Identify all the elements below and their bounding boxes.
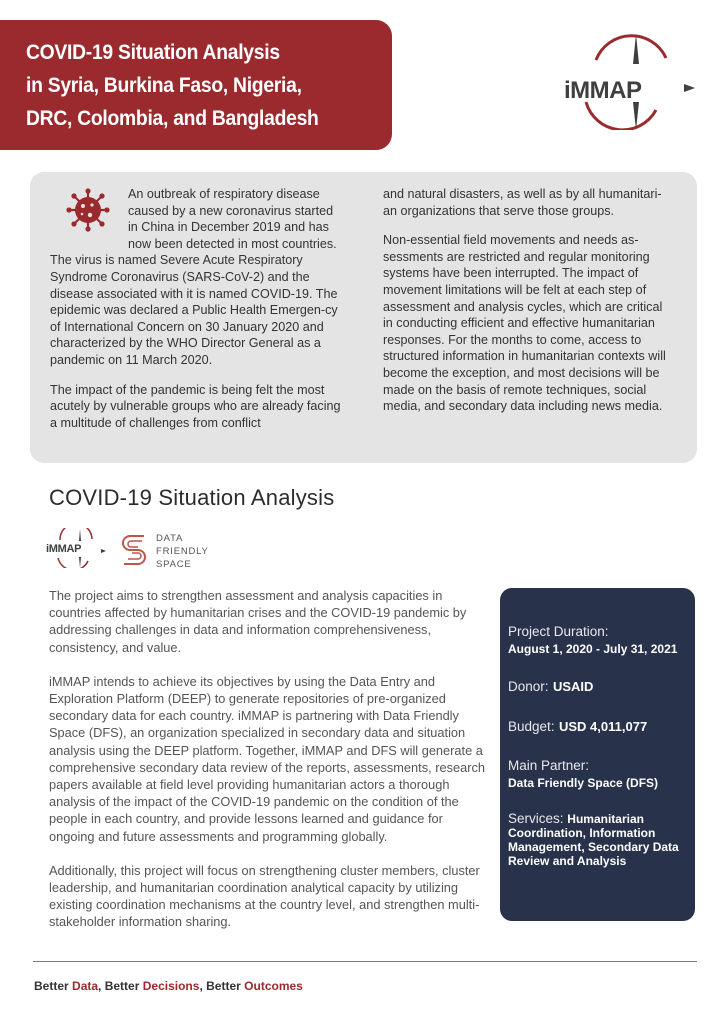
title-line-2: in Syria, Burkina Faso, Nigeria, xyxy=(26,74,302,97)
intro-paragraph-2: The impact of the pandemic is being felt the most acutely by vulnerable groups who are already facing a multitude of challenges from conflict xyxy=(50,382,341,430)
dfs-line-1: DATA xyxy=(156,533,184,544)
title-line-1: COVID-19 Situation Analysis xyxy=(26,41,280,64)
project-description xyxy=(49,587,489,948)
partner-label: Main Partner: xyxy=(508,758,590,773)
project-info-card xyxy=(500,588,695,921)
immap-wordmark: iMMAP xyxy=(564,77,642,104)
dfs-s-icon xyxy=(120,530,150,572)
budget-label: Budget: xyxy=(508,719,555,734)
intro-paragraph-3: and natural disasters, as well as by all humanitari-an organizations that serve those groups. xyxy=(383,187,662,218)
tagline-accent-3: Outcomes xyxy=(244,979,303,993)
tagline-accent-1: Data xyxy=(72,979,99,993)
services-value: Humanitarian Coordination, Information Management, Secondary Data Review and Analysis xyxy=(508,812,679,868)
budget xyxy=(508,718,687,736)
tagline-accent-2: Decisions xyxy=(142,979,200,993)
services-label: Services: xyxy=(508,811,564,826)
dfs-line-3: SPACE xyxy=(156,559,192,570)
dfs-text xyxy=(156,532,209,571)
title-banner xyxy=(0,20,392,150)
title-line-3: DRC, Colombia, and Bangladesh xyxy=(26,107,319,130)
tagline-word-1: Better xyxy=(34,979,69,993)
budget-value: USD 4,011,077 xyxy=(559,719,648,734)
body-paragraph-2: iMMAP intends to achieve its objectives by using the Data Entry and Exploration Platform (DEEP) to generate repositories of pre-organized secondary data for each country. iMMAP is partnering with Data Friendly Space (DFS), an organization specialized in secondary data and situation analysis using the DEEP platform. Together, iMMAP and DFS will generate a comprehensive secondary data review of the reports, assessments, research papers available at field level providing humanitarian actors a thorough analysis of the impact of the COVID-19 pandemic on the condition of the people in each country, and provide lessons learned and guidance for ongoing and future assessments and programming globally. xyxy=(49,673,486,844)
tagline-word-3: Better xyxy=(206,979,241,993)
duration-value: August 1, 2020 - July 31, 2021 xyxy=(508,642,678,656)
main-partner xyxy=(508,758,687,790)
immap-logo xyxy=(556,30,696,130)
project-duration xyxy=(508,624,687,656)
immap-wordmark-small: iMMAP xyxy=(46,543,82,555)
intro-right-column xyxy=(383,186,675,428)
footer-tagline: Better Data, Better Decisions, Better Outcomes xyxy=(34,979,303,993)
immap-logo-small xyxy=(46,528,106,568)
body-paragraph-3: Additionally, this project will focus on strengthening cluster members, cluster leadership, and humanitarian coordination analytical capacity by utilizing existing coordination mechanisms at the country level, and strengthen multi-stakeholder information sharing. xyxy=(49,862,480,930)
donor-label: Donor: xyxy=(508,679,549,694)
footer-divider xyxy=(33,961,697,962)
section-title: COVID-19 Situation Analysis xyxy=(49,485,335,510)
services xyxy=(508,812,687,868)
body-paragraph-1: The project aims to strengthen assessment and analysis capacities in countries affected by humanitarian crises and the COVID-19 pandemic by addressing challenges in data and information comprehensiveness, consistency, and value. xyxy=(49,588,467,655)
tagline-word-2: Better xyxy=(104,979,140,993)
donor xyxy=(508,678,687,696)
partner-value: Data Friendly Space (DFS) xyxy=(508,776,659,790)
donor-value: USAID xyxy=(552,679,594,694)
dfs-line-2: FRIENDLY xyxy=(156,546,209,557)
dfs-logo xyxy=(120,530,230,574)
intro-paragraph-4: Non-essential field movements and needs as-sessments are restricted and regular monitoring systems have been interrupted. The impact of movement limitations will be felt at each step of assessment and analysis cycles, which are critical in conducting efficient and effective humanitarian responses. For the months to come, access to structured information in humanitarian contexts will become the exception, and most decisions will be made on the basis of remote techniques, social media, and secondary data including news media. xyxy=(383,233,666,414)
duration-label: Project Duration: xyxy=(508,624,609,639)
intro-left-column xyxy=(50,186,342,444)
intro-paragraph-1: An outbreak of respiratory disease caused by a new coronavirus started in China in December 2019 and has now been detected in most countries. The virus is named Severe Acute Respiratory Syndrome Coronavirus (SARS-CoV-2) and the disease associated with it is named COVID-19. The epidemic was declared a Public Health Emergen-cy of International Concern on 30 January 2020 and characterized by the WHO Director General as a pandemic on 11 March 2020. xyxy=(50,187,338,367)
